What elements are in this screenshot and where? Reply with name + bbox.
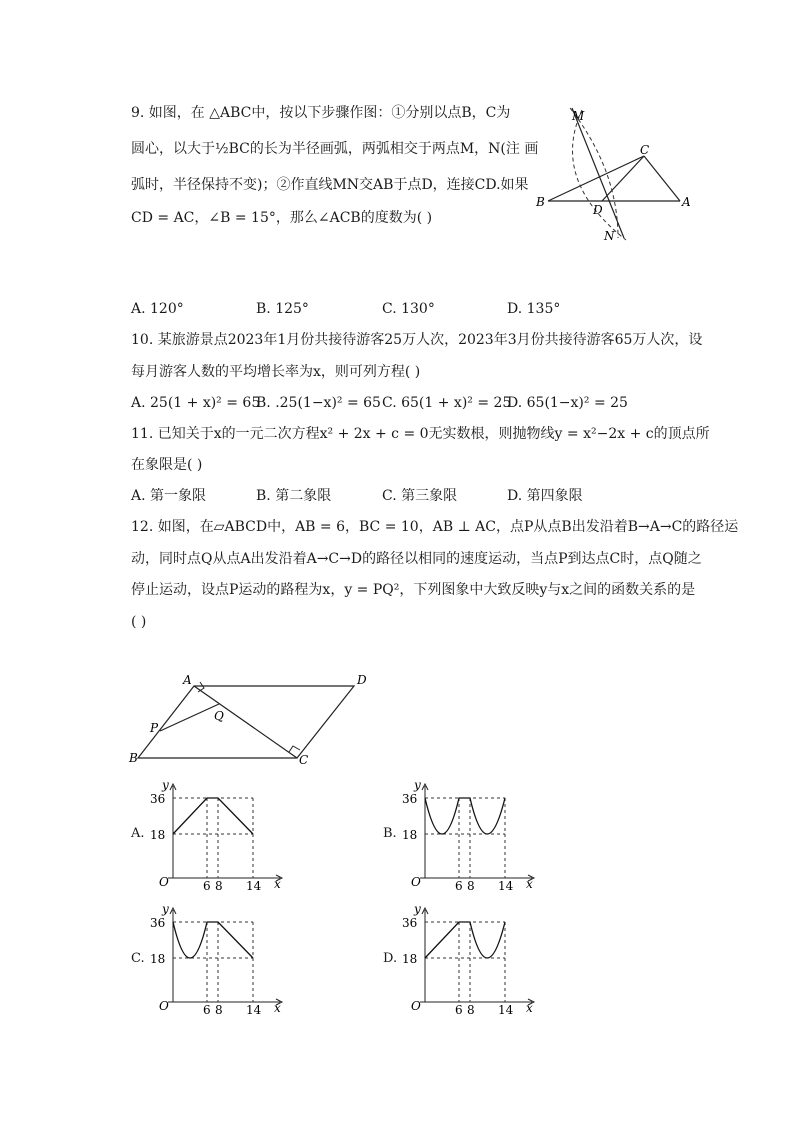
q11-line-1: 11. 已知关于x的一元二次方程x² + 2x + c = 0无实数根，则抛物线y = x²−2x + c的顶点所 <box>131 426 710 442</box>
q10-line-2: 每月游客人数的平均增长率为x，则可列方程( ) <box>131 364 421 380</box>
graph-c-y-label: y <box>162 904 169 916</box>
graph-option-d[interactable]: D. <box>383 951 398 966</box>
graph-b-x-label: x <box>526 877 533 891</box>
q11-option-d[interactable]: D. 第四象限 <box>507 488 583 504</box>
q12-line-2: 动，同时点Q从点A出发沿着A→C→D的路径以相同的速度运动，当点P到达点C时，点Q随之 <box>131 551 702 567</box>
graph-option-c[interactable]: C. <box>131 951 145 966</box>
q9-option-c[interactable]: C. 130° <box>382 301 435 317</box>
q10-line-1: 10. 某旅游景点2023年1月份共接待游客25万人次，2023年3月份共接待游客65万人次，设 <box>131 332 703 348</box>
q9-line-BC <box>548 156 644 201</box>
graph-b-tick-18: 18 <box>402 828 418 842</box>
q9-line-2: 圆心，以大于½BC的长为半径画弧，两弧相交于两点M，N(注 画 <box>131 141 539 157</box>
graph-c-tick-14: 14 <box>246 1003 262 1017</box>
graph-a-tick-8: 8 <box>215 879 223 893</box>
q9-line-CA <box>644 156 680 201</box>
graph-c-tick-6: 6 <box>203 1003 211 1017</box>
q9-line-4: CD = AC，∠B = 15°，那么∠ACB的度数为( ) <box>131 210 433 226</box>
q12-label-A: A <box>183 673 192 687</box>
q12-diagonal-AC <box>194 686 297 758</box>
q9-label-D: D <box>593 203 603 217</box>
graph-b-guides <box>425 798 505 878</box>
q11-line-2: 在象限是( ) <box>131 457 203 473</box>
q11-option-a[interactable]: A. 第一象限 <box>131 488 207 504</box>
q9-figure <box>530 100 700 250</box>
q9-option-b[interactable]: B. 125° <box>256 301 309 317</box>
q9-line-MN <box>572 108 624 238</box>
graph-a <box>148 780 288 895</box>
graph-d-tick-18: 18 <box>402 952 418 966</box>
q9-line-1: 9. 如图，在 △ABC中，按以下步骤作图：①分别以点B，C为 <box>131 105 511 121</box>
graph-c <box>148 904 288 1019</box>
graph-d-curve <box>425 922 505 958</box>
graph-option-b[interactable]: B. <box>383 826 397 841</box>
graph-b-origin: O <box>411 875 421 889</box>
q9-label-N: N <box>604 229 615 243</box>
graph-c-curve <box>173 922 253 958</box>
graph-d-tick-8: 8 <box>467 1003 475 1017</box>
q12-line-1: 12. 如图，在▱ABCD中，AB = 6，BC = 10，AB ⊥ AC，点P从点B出发沿着B→A→C的路径运 <box>131 519 739 535</box>
q12-line-3: 停止运动，设点P运动的路程为x，y = PQ²，下列图象中大致反映y与x之间的函数关系的是 <box>131 582 696 598</box>
graph-option-a[interactable]: A. <box>131 826 145 841</box>
graph-d-y-label: y <box>414 904 421 916</box>
graph-c-tick-8: 8 <box>215 1003 223 1017</box>
graph-a-tick-36: 36 <box>150 792 166 806</box>
q12-label-P: P <box>150 721 159 735</box>
q12-label-B: B <box>129 751 138 765</box>
right-angle-mark-A <box>198 682 204 692</box>
q9-label-C: C <box>640 143 650 157</box>
q9-label-B: B <box>536 195 545 209</box>
graph-a-guides <box>173 798 253 878</box>
graph-b-curve <box>425 798 505 834</box>
graph-d <box>400 904 540 1019</box>
graph-a-x-label: x <box>274 877 281 891</box>
q9-option-a[interactable]: A. 120° <box>131 301 184 317</box>
q10-option-b[interactable]: B. .25(1−x)² = 65 <box>256 395 381 411</box>
q9-option-d[interactable]: D. 135° <box>507 301 561 317</box>
graph-c-tick-18: 18 <box>150 952 166 966</box>
q9-label-A: A <box>682 195 691 209</box>
graph-b <box>400 780 540 895</box>
graph-d-tick-36: 36 <box>402 916 418 930</box>
q10-option-a[interactable]: A. 25(1 + x)² = 65 <box>131 395 261 411</box>
q12-line-4: ( ) <box>131 614 147 630</box>
q9-arc-B <box>570 108 618 238</box>
q11-option-b[interactable]: B. 第二象限 <box>256 488 332 504</box>
graph-d-x-label: x <box>526 1001 533 1015</box>
graph-d-tick-6: 6 <box>455 1003 463 1017</box>
graph-a-curve <box>173 798 253 834</box>
graph-c-tick-36: 36 <box>150 916 166 930</box>
graph-c-guides <box>173 922 253 1002</box>
graph-a-tick-18: 18 <box>150 828 166 842</box>
graph-a-y-label: y <box>162 780 169 792</box>
graph-d-tick-14: 14 <box>498 1003 514 1017</box>
q9-label-M: M <box>572 109 585 123</box>
graph-d-origin: O <box>411 999 421 1013</box>
q12-parallelogram-figure <box>125 670 385 770</box>
graph-a-tick-14: 14 <box>246 879 262 893</box>
q12-label-Q: Q <box>214 709 224 723</box>
q11-option-c[interactable]: C. 第三象限 <box>382 488 458 504</box>
graph-c-x-label: x <box>274 1001 281 1015</box>
graph-b-y-label: y <box>414 780 421 792</box>
graph-b-tick-36: 36 <box>402 792 418 806</box>
right-angle-mark-C <box>289 746 300 752</box>
q10-option-c[interactable]: C. 65(1 + x)² = 25 <box>382 395 512 411</box>
graph-a-origin: O <box>159 875 169 889</box>
graph-a-tick-6: 6 <box>203 879 211 893</box>
q12-label-D: D <box>357 673 367 687</box>
graph-d-guides <box>425 922 505 1002</box>
graph-b-tick-6: 6 <box>455 879 463 893</box>
q10-option-d[interactable]: D. 65(1−x)² = 25 <box>507 395 628 411</box>
graph-b-tick-14: 14 <box>498 879 514 893</box>
q9-line-3: 弧时，半径保持不变)；②作直线MN交AB于点D，连接CD.如果 <box>131 177 529 193</box>
graph-c-origin: O <box>159 999 169 1013</box>
q12-label-C: C <box>299 753 309 767</box>
graph-b-tick-8: 8 <box>467 879 475 893</box>
